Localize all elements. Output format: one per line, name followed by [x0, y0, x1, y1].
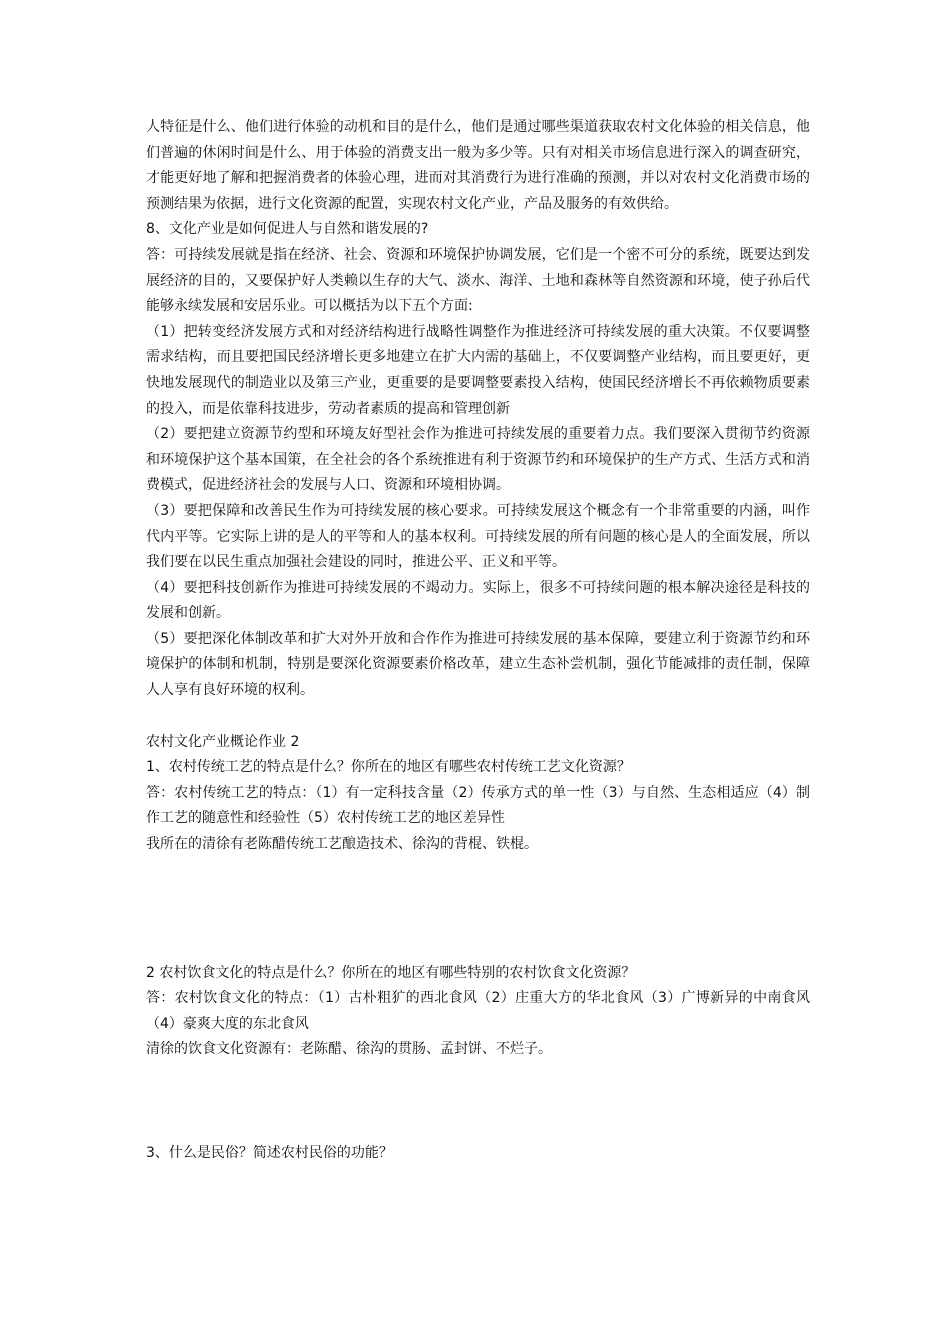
spacer — [146, 858, 810, 961]
question-8: 8、文化产业是如何促进人与自然和谐发展的? — [146, 221, 429, 238]
answer-8-point-1: （1）把转变经济发展方式和对经济结构进行战略性调整作为推进经济可持续发展的重大决策。不仅要调整需求结构，而且要把国民经济增长更多地建立在扩大内需的基础上，不仅要调整产业结构，而且要更好，更快地发展现代的制造业以及第三产业，更重要的是要调整要素投入结构，使国民经济增长不再依赖物质要素的投入，而是依靠科技进步，劳动者素质的提高和管理创新 — [146, 323, 810, 417]
answer-8-point-3: （3）要把保障和改善民生作为可持续发展的核心要求。可持续发展这个概念有一个非常重要的内涵，叫作代内平等。它实际上讲的是人的平等和人的基本权利。可持续发展的所有问题的核心是人的全面发展，所以我们要在以民生重点加强社会建设的同时，推进公平、正义和平等。 — [146, 502, 810, 571]
answer-8-point-5: （5）要把深化体制改革和扩大对外开放和合作作为推进可持续发展的基本保障，要建立利于资源节约和环境保护的体制和机制，特别是要深化资源要素价格改革，建立生态补尝机制，强化节能减排的责任制，保障人人享有良好环境的权利。 — [146, 630, 810, 699]
answer-8-intro: 答：可持续发展就是指在经济、社会、资源和环境保护协调发展，它们是一个密不可分的系统，既要达到发展经济的目的，又要保护好人类赖以生存的大气、淡水、海洋、土地和森林等自然资源和环境，使子孙后代能够永续发展和安居乐业。可以概括为以下五个方面: — [146, 246, 810, 315]
question-2: 2 农村饮食文化的特点是什么？你所在的地区有哪些特别的农村饮食文化资源？ — [146, 964, 636, 981]
section-title: 农村文化产业概论作业 2 — [146, 733, 300, 750]
spacer — [146, 1063, 810, 1141]
answer-2-local: 清徐的饮食文化资源有：老陈醋、徐沟的贯肠、孟封饼、不烂子。 — [146, 1041, 552, 1058]
question-3: 3、什么是民俗？简述农村民俗的功能？ — [146, 1145, 393, 1161]
answer-8-point-2: （2）要把建立资源节约型和环境友好型社会作为推进可持续发展的重要着力点。我们要深入贯彻节约资源和环境保护这个基本国策，在全社会的各个系统推进有利于资源节约和环境保护的生产方式、生活方式和消费模式，促进经济社会的发展与人口、资源和环境相协调。 — [146, 426, 810, 494]
answer-2: 答：农村饮食文化的特点：（1）古朴粗犷的西北食风（2）庄重大方的华北食风（3）广博新异的中南食风（4）豪爽大度的东北食风 — [146, 990, 810, 1032]
answer-8-point-4: （4）要把科技创新作为推进可持续发展的不竭动力。实际上，很多不可持续问题的根本解决途径是科技的发展和创新。 — [146, 579, 810, 622]
document-body — [146, 115, 810, 1167]
question-1: 1、农村传统工艺的特点是什么？你所在的地区有哪些农村传统工艺文化资源？ — [146, 759, 631, 776]
spacer — [146, 704, 810, 730]
answer-1-local: 我所在的清徐有老陈醋传统工艺酿造技术、徐沟的背棍、铁棍。 — [146, 836, 538, 853]
answer-1: 答：农村传统工艺的特点：（1）有一定科技含量（2）传承方式的单一性（3）与自然、生态相适应（4）制作工艺的随意性和经验性（5）农村传统工艺的地区差异性 — [146, 784, 810, 827]
paragraph-consumer-research: 人特征是什么、他们进行体验的动机和目的是什么，他们是通过哪些渠道获取农村文化体验的相关信息，他们普遍的休闲时间是什么、用于体验的消费支出一般为多少等。只有对相关市场信息进行深入的调查研究，才能更好地了解和把握消费者的体验心理，进而对其消费行为进行准确的预测，并以对农村文化消费市场的预测结果为依据，进行文化资源的配置，实现农村文化产业，产品及服务的有效供给。 — [146, 119, 810, 212]
